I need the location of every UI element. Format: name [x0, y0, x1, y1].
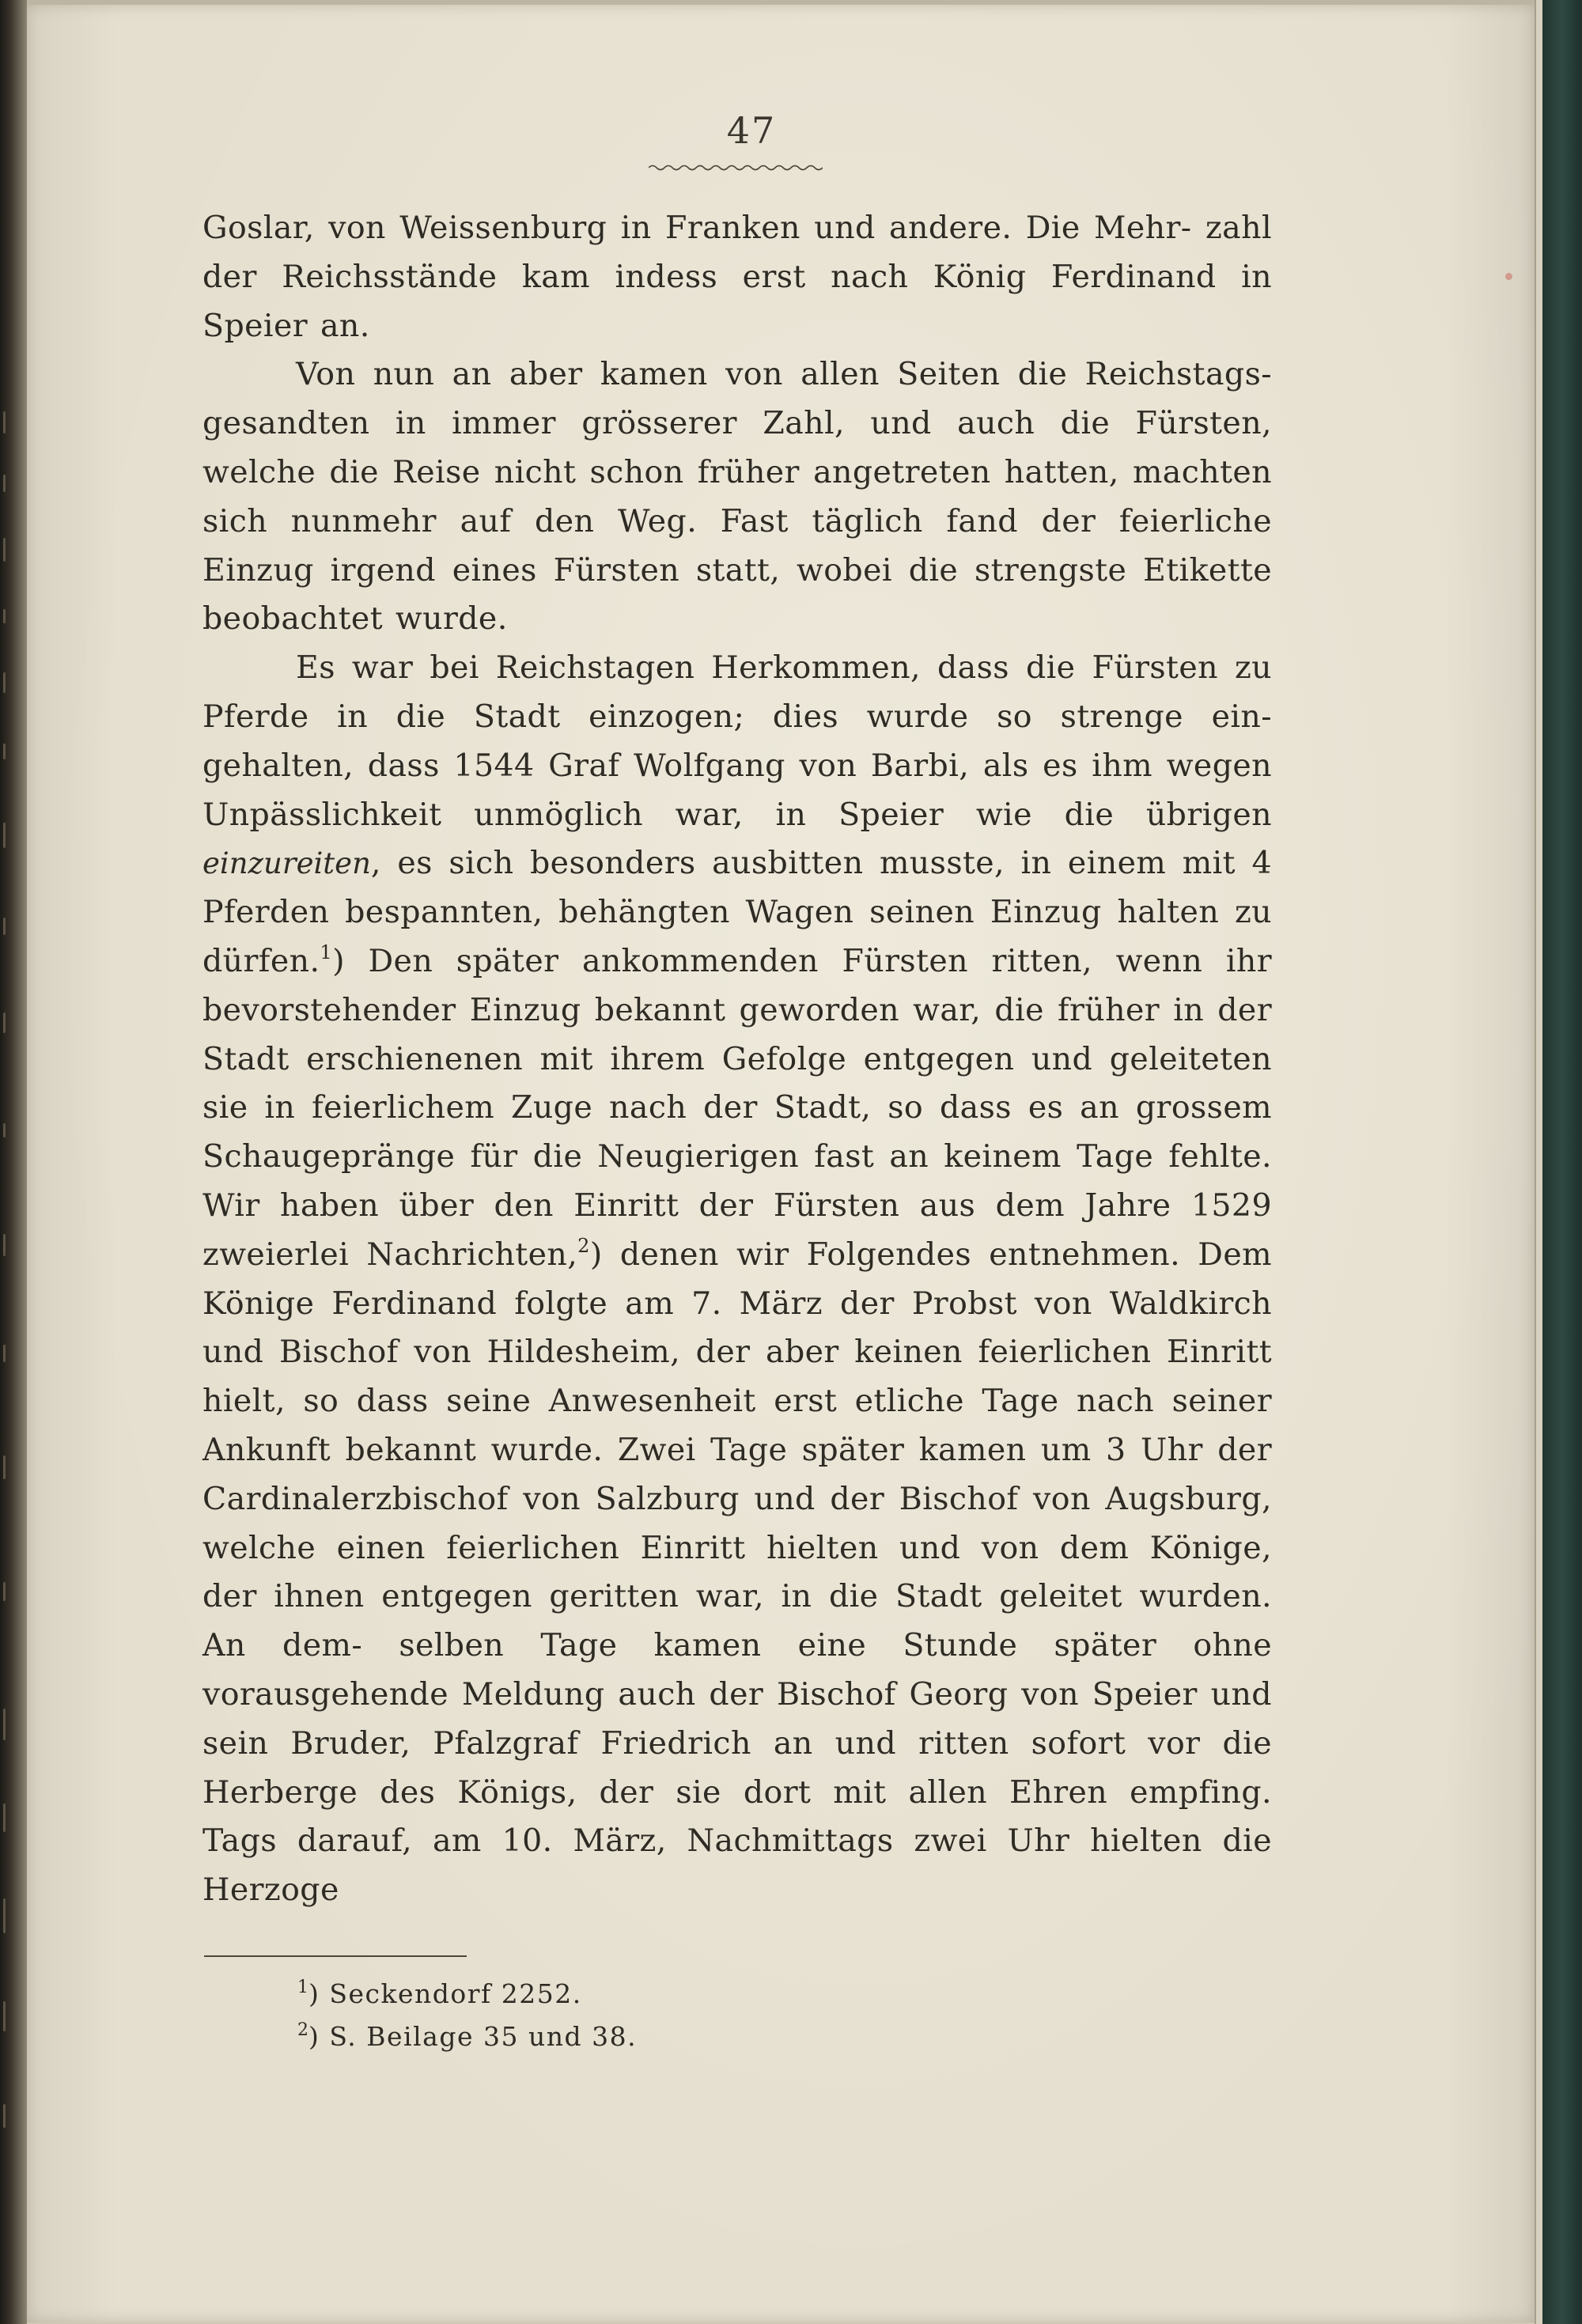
text-line: beobachtet wurde.: [202, 600, 508, 638]
text-line: Einzug irgend eines Fürsten statt, wobei die strengste Etikette: [202, 551, 1272, 589]
text-line: gehalten, dass 1544 Graf Wolfgang von Barbi, als es ihm: [202, 747, 1153, 784]
text-line: entgegen geritten war, in die Stadt geleitet wurden. An dem-: [202, 1578, 1272, 1664]
paragraph-3: [202, 644, 1272, 1915]
text-line: Königs, der sie dort mit allen Ehren empfing. Tags darauf,: [202, 1773, 1272, 1860]
footnote-text: ) S. Beilage 35 und 38.: [308, 2021, 638, 2052]
text-line: Zwei Tage später kamen um 3 Uhr der Cardinalerzbischof: [202, 1431, 1272, 1517]
binding-thread-marks: [0, 411, 21, 2191]
text-line: am 10. März, Nachmittags zwei Uhr hielten die Herzoge: [202, 1822, 1272, 1909]
text-line: aus dem Jahre 1529 zweierlei Nachrichten,: [202, 1187, 1272, 1273]
footnote-marker: 1: [297, 1978, 308, 1997]
page-number: 47: [726, 109, 777, 152]
body-text: [202, 204, 1272, 1915]
text-line: aber keinen feierlichen Einritt hielt, so dass seine Anwesenheit: [202, 1334, 1272, 1420]
text-line: welche die Reise nicht schon früher angetreten hatten, machten: [202, 453, 1272, 490]
text-line: keinem Tage fehlte. Wir haben über den Einritt der Fürsten: [202, 1138, 1272, 1224]
text-line: feierlichen Einritt hielten und von dem Könige, der ihnen: [202, 1529, 1272, 1615]
text-line: zu dürfen.: [202, 894, 1272, 979]
footnote-ref-2: 2: [577, 1234, 590, 1257]
text-line: zu Pferde in die Stadt einzogen; dies wurde so strenge ein-: [202, 649, 1272, 735]
footnote-ref-1: 1: [320, 941, 333, 963]
text-line: gesandten in immer grösserer Zahl, und auch die Fürsten,: [202, 405, 1272, 442]
book-cover-board: [1542, 0, 1582, 2324]
text-line: sich nunmehr auf den Weg. Fast täglich fand der feierliche: [202, 502, 1272, 539]
text-line: wegen Unpässlichkeit unmöglich war, in Speier wie die übrigen: [202, 747, 1272, 833]
text-line: Folgendes entnehmen. Dem Könige Ferdinand folgte am 7. März: [202, 1236, 1272, 1322]
paragraph-2: [202, 350, 1272, 644]
text-line: in der Stadt erschienenen mit ihrem Gefolge entgegen und: [202, 991, 1272, 1077]
text-line: ihr bevorstehender Einzug bekannt geworden war, die früher: [202, 942, 1272, 1028]
text-line: Meldung auch der Bischof Georg von Speier und sein Bruder,: [202, 1675, 1272, 1762]
footnote-marker: 2: [297, 2020, 308, 2040]
text-line: an grossem Schaugepränge für die Neugierigen fast an: [202, 1089, 1272, 1175]
footnote-2: [297, 2016, 930, 2058]
text-line: ) Den später ankommenden Fürsten ritten, wenn: [332, 942, 1203, 979]
paragraph-1: [202, 204, 1272, 350]
text-line: 4 Pferden bespannten, behängten Wagen seinen Einzug halten: [202, 845, 1272, 931]
text-line: Pfalzgraf Friedrich an und ritten sofort vor die Herberge des: [202, 1724, 1272, 1811]
footnotes: [297, 1973, 930, 2058]
footnote-1: [297, 1973, 930, 2016]
text-line: der Probst von Waldkirch und Bischof von Hildesheim, der: [202, 1285, 1272, 1371]
text-line: geleiteten sie in feierlichem Zuge nach der Stadt, so dass es: [202, 1040, 1272, 1126]
text-line: Von nun an aber kamen von allen Seiten die Reichstags-: [296, 356, 1272, 393]
text-line: von Salzburg und der Bischof von Augsburg, welche einen: [202, 1480, 1272, 1566]
italic-word: einzureiten: [202, 846, 371, 881]
text-line: selben Tage kamen eine Stunde später ohne vorausgehende: [202, 1627, 1272, 1713]
text-line: Goslar, von Weissenburg in Franken und andere. Die Mehr-: [202, 210, 1192, 246]
footnote-separator: [204, 1955, 467, 1957]
paper-stain: [1505, 273, 1512, 280]
text-line: , es sich besonders ausbitten musste, in einem mit: [370, 845, 1236, 882]
text-line: in Speier an.: [202, 258, 1272, 344]
text-line: zahl der Reichsstände kam indess erst nach König Ferdinand: [202, 210, 1272, 295]
footnote-text: ) Seckendorf 2252.: [308, 1978, 582, 2009]
text-line: ) denen wir: [589, 1236, 789, 1273]
text-line: erst etliche Tage nach seiner Ankunft bekannt wurde.: [202, 1383, 1272, 1468]
decorative-wavy-rule: [649, 162, 823, 173]
text-line: Es war bei Reichstagen Herkommen, dass die Fürsten: [296, 649, 1218, 687]
